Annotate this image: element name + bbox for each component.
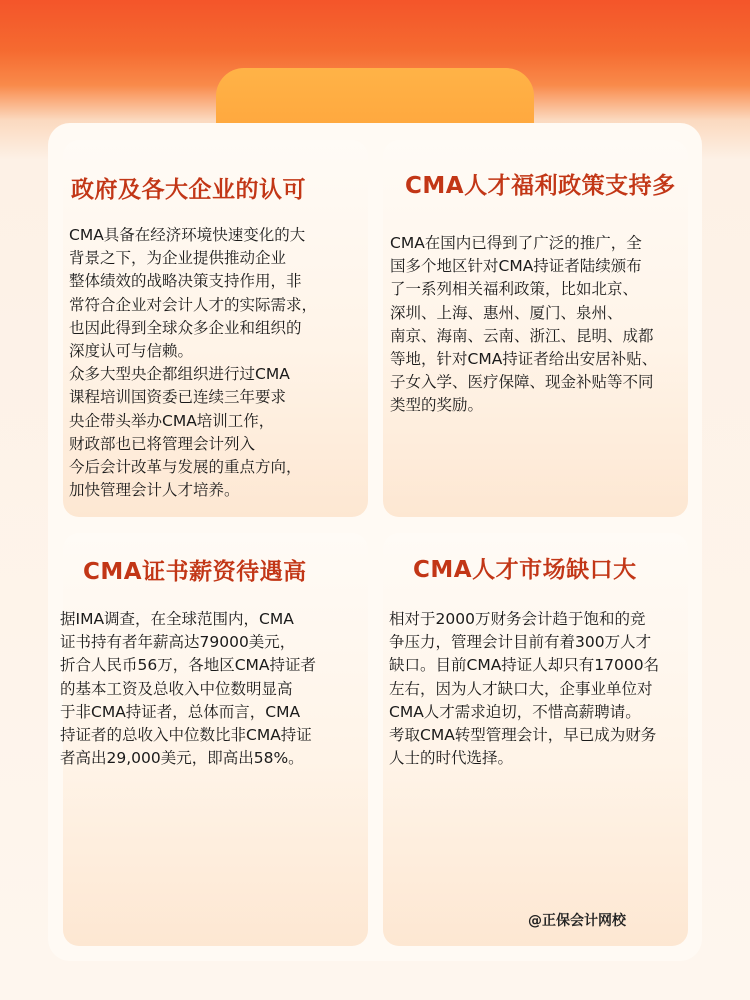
card-talent-gap bbox=[383, 533, 688, 946]
card-talent-policy bbox=[383, 140, 688, 517]
card-body: 相对于2000万财务会计趋于饱和的竞 争压力，管理会计目前有着300万人才 缺口。目前CMA持证人却只有17000名 左右，因为人才缺口大，企事业单位对 CMA人才需求迫切，不惜高薪聘请。 考取CMA转型管理会计，早已成为财务 人士的时代选择。 bbox=[389, 610, 660, 768]
card-government-recognition bbox=[63, 140, 368, 517]
card-title: CMA证书薪资待遇高 bbox=[83, 559, 307, 585]
card-title: CMA人才福利政策支持多 bbox=[405, 173, 676, 199]
card-body: 据IMA调查，在全球范围内，CMA 证书持有者年薪高达79000美元， 折合人民币56万，各地区CMA持证者 的基本工资及总收入中位数明显高 于非CMA持证者，总体而言，CMA 持证者的总收入中位数比非CMA持证 者高出29,000美元，即高出58%。 bbox=[60, 610, 317, 768]
card-salary bbox=[60, 533, 368, 946]
card-body: CMA在国内已得到了广泛的推广，全 国多个地区针对CMA持证者陆续颁布 了一系列相关福利政策，比如北京、 深圳、上海、惠州、厦门、泉州、 南京、海南、云南、浙江、昆明、成都 等地，针对CMA持证者给出安居补贴、 子女入学、医疗保障、现金补贴等不同 类型的奖励。 bbox=[390, 234, 658, 415]
card-body: CMA具备在经济环境快速变化的大 背景之下，为企业提供推动企业 整体绩效的战略决策支持作用，非 常符合企业对会计人才的实际需求， 也因此得到全球众多企业和组织的 深度认可与信赖。 众多大型央企都组织进行过CMA 课程培训国资委已连续三年要求 央企带头举办CMA培训工作， 财政部也已将管理会计列入 今后会计改革与发展的重点方向， 加快管理会计人才培养。 bbox=[69, 226, 318, 500]
author-credit: @正保会计网校 bbox=[528, 913, 626, 929]
card-title: CMA人才市场缺口大 bbox=[413, 557, 637, 583]
card-title: 政府及各大企业的认可 bbox=[71, 177, 306, 203]
